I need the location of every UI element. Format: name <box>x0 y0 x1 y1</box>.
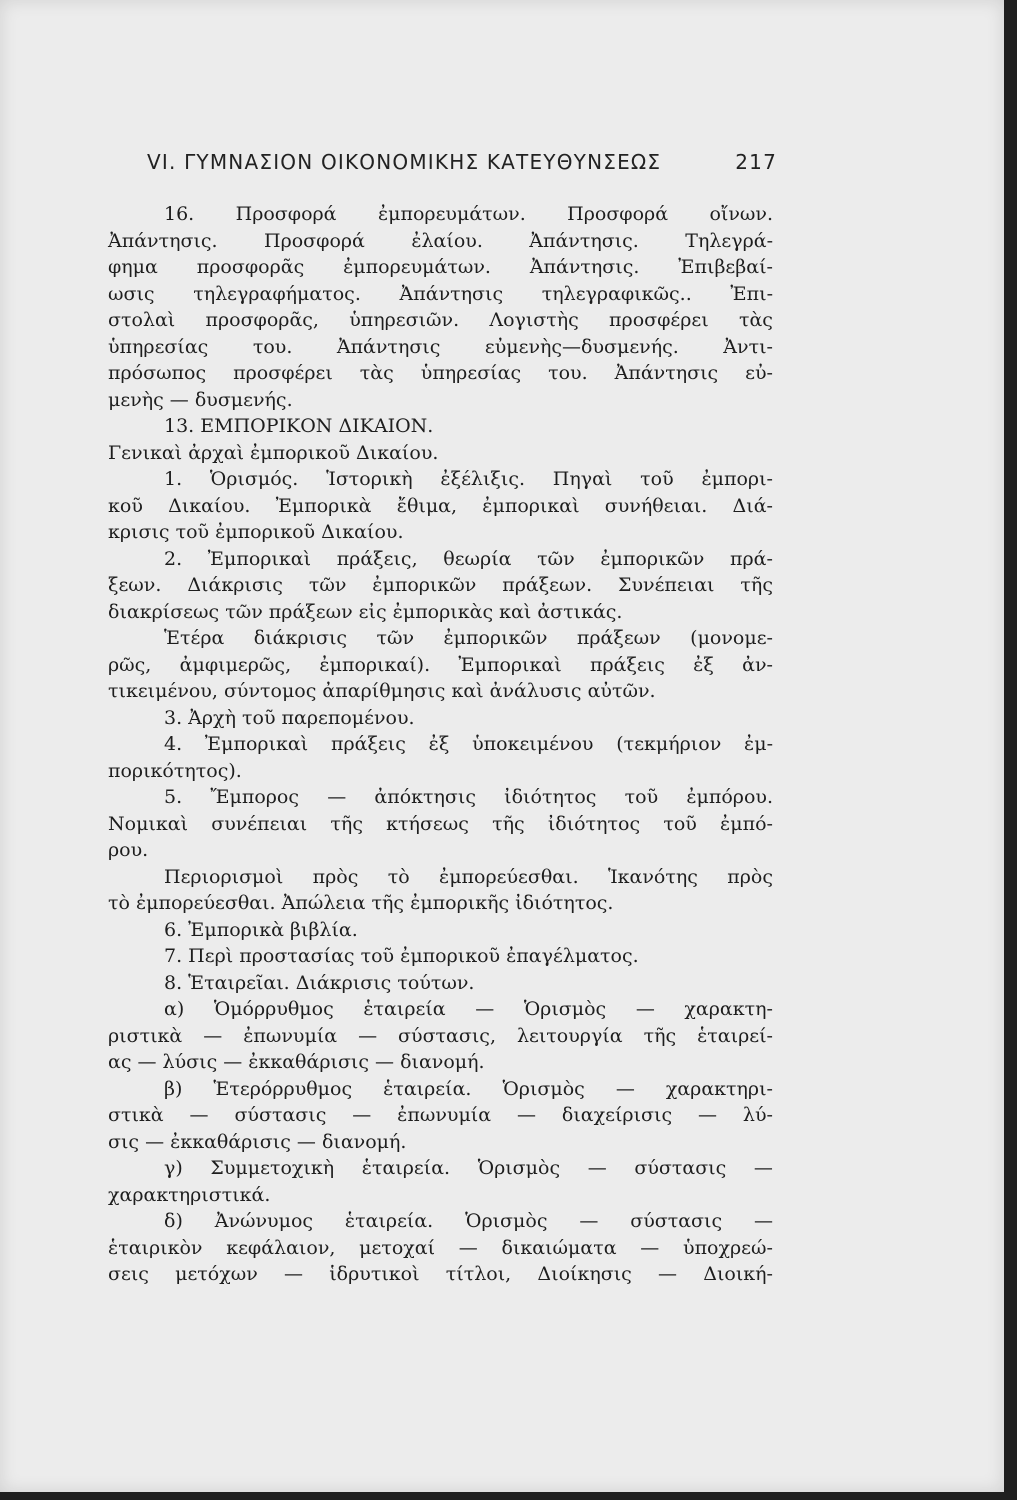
word: ἐμπορικαὶ <box>482 494 580 517</box>
word: τοῦ <box>624 786 659 808</box>
word: 5. <box>164 786 183 808</box>
word: τῶν <box>537 547 575 570</box>
text-line: χαρακτηριστικά. <box>108 1183 271 1206</box>
text-line: ας — λύσις — ἐκκαθάρισις — διανομή. <box>108 1051 485 1073</box>
word: τηλεγραφήματος. <box>193 282 361 305</box>
word: εὐμενὴς—δυσμενής. <box>484 335 679 358</box>
word: Προσφορά <box>567 203 669 225</box>
word: τοῦ <box>640 468 674 490</box>
word: — <box>579 1210 599 1232</box>
word: στολαὶ <box>108 309 176 331</box>
word: β) <box>164 1077 183 1100</box>
word: (τεκμήριον <box>616 733 722 755</box>
text-line: σις — ἐκκαθάρισις — διανομή. <box>108 1130 407 1153</box>
word: τῆς <box>492 812 525 835</box>
word: πράξεων. <box>502 574 593 596</box>
word: ἑταιρεί- <box>697 1024 773 1047</box>
word: κεφάλαιον, <box>226 1236 336 1259</box>
word: συνέπειαι <box>211 812 308 835</box>
text-line <box>108 334 773 361</box>
word: Συνέπειαι <box>618 574 715 596</box>
word: ἐμπορι- <box>701 468 773 490</box>
text-line <box>108 731 773 758</box>
word: ἐξ <box>428 733 450 755</box>
word: Ἔμπορος <box>210 786 300 808</box>
word: 2. <box>164 547 183 570</box>
word: Ἑτερόρρυθμος <box>213 1077 353 1100</box>
word: λύ- <box>742 1104 773 1126</box>
text-line <box>108 546 773 573</box>
text-line <box>108 1102 773 1129</box>
word: ὑπηρεσίας <box>108 335 209 358</box>
word: Ἱκανότης <box>607 865 698 888</box>
word: — <box>516 1104 536 1126</box>
word: Ἐμπορικὰ <box>275 494 372 517</box>
word: Ἐμπορικαὶ <box>207 547 312 570</box>
word: τῆς <box>643 1024 677 1047</box>
word: προσφέρει <box>233 362 333 384</box>
word: ἔθιμα, <box>396 494 458 517</box>
text-line <box>108 1235 773 1262</box>
word: ἰδιότητος <box>547 812 641 835</box>
word: Διοίκησις <box>537 1263 632 1285</box>
word: πράξεις, <box>336 547 418 570</box>
text-line: μενὴς — δυσμενής. <box>108 388 293 411</box>
word: διάκρισις <box>253 627 348 649</box>
text-line <box>108 254 773 281</box>
word: Ἀνώνυμος <box>214 1210 314 1232</box>
word: Ἀπάντησις. <box>529 229 639 252</box>
word: ἑταιρικὸν <box>108 1236 203 1259</box>
word: προσφορᾶς, <box>205 309 319 331</box>
text-line: 8. Ἑταιρεῖαι. Διάκρισις τούτων. <box>164 971 475 994</box>
text-line <box>108 864 773 891</box>
word: — <box>189 1104 209 1126</box>
word: θεωρία <box>443 547 512 570</box>
word: φημα <box>108 256 158 278</box>
word: τίτλοι, <box>445 1263 512 1285</box>
word: — <box>284 1263 304 1285</box>
word: — <box>658 1263 678 1285</box>
word: ἐμπορεύεσθαι. <box>439 865 579 888</box>
word: τοῦ <box>663 812 697 835</box>
word: προσφέρει <box>609 309 709 331</box>
word: χαρακτη- <box>684 998 773 1020</box>
word: Ἀπάντησις. <box>529 256 640 278</box>
word: Ἐμπορικαὶ <box>458 653 562 676</box>
word: πρόσωπος <box>108 362 207 384</box>
word: — <box>753 1157 773 1179</box>
page-body <box>108 201 773 1288</box>
word: Νομικαὶ <box>108 812 189 835</box>
word: ωσις <box>108 282 155 305</box>
text-line <box>108 281 773 308</box>
word: εὐ- <box>745 362 773 384</box>
text-line <box>108 1023 773 1050</box>
word: — <box>754 1210 773 1232</box>
text-line <box>108 1076 773 1103</box>
word: Ἀπάντησις <box>336 335 441 358</box>
text-line <box>108 307 773 334</box>
text-line <box>108 625 773 652</box>
word: ριστικὰ <box>108 1024 183 1047</box>
word: ὑποκειμένου <box>472 733 594 755</box>
word: — <box>327 786 347 808</box>
word: πράξεις <box>589 653 665 676</box>
word: τὰς <box>738 309 773 331</box>
word: πρὸς <box>312 865 359 888</box>
word: κοῦ <box>108 494 143 517</box>
word: Ἀντι- <box>723 335 773 358</box>
word: Προσφορά <box>264 229 365 252</box>
word: τὸ <box>387 865 410 888</box>
text-line: διακρίσεως τῶν πράξεων εἰς ἐμπορικὰς καὶ ἀστικάς. <box>108 600 623 623</box>
word: ἐμ- <box>744 733 773 755</box>
word: Ἐπιβεβαί- <box>678 256 773 278</box>
text-line <box>108 784 773 811</box>
scan-border-bottom <box>0 1492 1017 1500</box>
word: προσφορᾶς <box>196 256 305 278</box>
word: Λογιστὴς <box>489 309 579 331</box>
word: πρά- <box>730 547 773 570</box>
word: Ὁρισμὸς <box>465 1210 548 1232</box>
word: Διοική- <box>703 1263 773 1285</box>
word: Προσφορά <box>235 203 337 225</box>
word: Ἑτέρα <box>164 627 225 649</box>
text-line: 3. Ἀρχὴ τοῦ παρεπομένου. <box>164 706 415 729</box>
word: α) <box>164 998 185 1020</box>
word: τῶν <box>376 627 415 649</box>
word: ἐπωνυμία <box>397 1104 492 1126</box>
word: οἴνων. <box>709 203 773 225</box>
word: Διά- <box>732 494 773 517</box>
word: ἐξ <box>693 653 714 676</box>
word: ἐλαίου. <box>411 229 483 252</box>
scan-border-right <box>1004 0 1017 1500</box>
word: 16. <box>164 203 195 225</box>
word: λειτουργία <box>516 1024 623 1047</box>
word: τῶν <box>308 574 347 596</box>
word: Περιορισμοὶ <box>164 865 284 888</box>
text-line <box>108 572 773 599</box>
word: τῆς <box>330 812 363 835</box>
word: σύστασις <box>234 1104 327 1126</box>
word: — <box>635 998 655 1020</box>
text-line <box>108 1208 773 1235</box>
word: ἐμπορικῶν <box>372 574 477 596</box>
text-line <box>108 996 773 1023</box>
word: πράξεων <box>576 627 661 649</box>
word: τηλεγραφικῶς.. <box>541 282 692 305</box>
word: τὰς <box>359 362 394 384</box>
word: ὑπηρεσιῶν. <box>349 309 460 331</box>
word: δ) <box>164 1210 183 1232</box>
running-header <box>147 150 777 174</box>
text-line <box>108 652 773 679</box>
word: σύστασις <box>634 1157 727 1179</box>
page-number: 217 <box>735 150 777 174</box>
word: ἀν- <box>742 653 773 676</box>
word: ἑταιρεία <box>363 998 446 1020</box>
text-line <box>108 228 773 255</box>
text-line: 6. Ἐμπορικὰ βιβλία. <box>164 918 358 941</box>
word: του. <box>548 362 588 384</box>
text-line <box>108 493 773 520</box>
word: 4. <box>164 733 183 755</box>
word: μετόχων <box>175 1263 258 1285</box>
word: ὑποχρεώ- <box>683 1236 773 1259</box>
word: ἀπόκτησις <box>374 786 476 808</box>
word: ἱδρυτικοὶ <box>329 1263 420 1285</box>
text-line: ρου. <box>108 839 149 861</box>
running-title: VI. ΓΥΜΝΑΣΙΟΝ ΟΙΚΟΝΟΜΙΚΗΣ ΚΑΤΕΥΘΥΝΣΕΩΣ <box>147 150 662 174</box>
word: σύστασις, <box>398 1024 496 1047</box>
word: πράξεις <box>330 733 406 755</box>
word: του. <box>252 335 293 358</box>
text-line: κρισις τοῦ ἐμπορικοῦ Δικαίου. <box>108 521 404 543</box>
text-line: πορικότητος). <box>108 759 242 782</box>
word: ἐμπορευμάτων. <box>377 203 526 225</box>
word: — <box>358 1024 378 1047</box>
word: Ὁρισμὸς <box>523 998 607 1020</box>
word: ἐπωνυμία <box>243 1024 338 1047</box>
word: — <box>587 1157 607 1179</box>
word: διαχείρισις <box>561 1104 673 1126</box>
word: κτήσεως <box>386 812 469 835</box>
word: Ὁρισμὸς <box>502 1077 585 1100</box>
word: ξεων. <box>108 574 162 596</box>
text-line <box>108 1155 773 1182</box>
word: ἑταιρεία. <box>383 1077 472 1100</box>
word: — <box>458 1236 478 1259</box>
text-line: Γενικαὶ ἀρχαὶ ἐμπορικοῦ Δικαίου. <box>108 441 439 464</box>
word: ἀμφιμερῶς, <box>179 653 292 676</box>
text-line: τὸ ἐμπορεύεσθαι. Ἀπώλεια τῆς ἐμπορικῆς ἰδιότητος. <box>108 892 614 914</box>
text-line <box>108 201 773 228</box>
text-line: τικειμένου, σύντομος ἀπαρίθμησις καὶ ἀνάλυσις αὐτῶν. <box>108 680 656 702</box>
word: — <box>475 998 495 1020</box>
word: σύστασις <box>630 1210 723 1232</box>
word: — <box>698 1104 718 1126</box>
word: ἐμπορικῶν <box>443 627 548 649</box>
word: ἐμπορικαί). <box>319 653 431 676</box>
word: 1. <box>164 468 183 490</box>
word: ἐμπορικῶν <box>600 547 705 570</box>
word: Ὁρισμὸς <box>477 1157 561 1179</box>
text-line <box>108 466 773 493</box>
word: χαρακτηρι- <box>665 1077 773 1100</box>
word: ἐμπόρου. <box>686 786 773 808</box>
word: Ἱστορικὴ <box>326 468 413 490</box>
word: δικαιώματα <box>501 1236 617 1259</box>
word: Ἐπι- <box>730 282 773 305</box>
word: ἰδιότητος <box>504 786 597 808</box>
word: πρὸς <box>727 865 773 888</box>
word: ὑπηρεσίας <box>420 362 522 384</box>
word: Διάκρισις <box>187 574 283 596</box>
word: μετοχαί <box>359 1236 436 1259</box>
section-heading: 13. ΕΜΠΟΡΙΚΟΝ ΔΙΚΑΙΟΝ. <box>164 415 434 437</box>
word: Ἀπάντησις <box>614 362 719 384</box>
word: ἐξέλιξις. <box>440 468 525 490</box>
text-line <box>108 360 773 387</box>
word: Συμμετοχικὴ <box>210 1157 335 1179</box>
word: Ἐμπορικαὶ <box>204 733 309 755</box>
word: ρῶς, <box>108 653 152 676</box>
word: (μονομε- <box>690 627 773 649</box>
word: — <box>203 1024 223 1047</box>
word: Πηγαὶ <box>552 468 613 490</box>
word: Ὁρισμός. <box>209 468 299 490</box>
word: συνήθειαι. <box>604 494 708 517</box>
word: σεις <box>108 1263 149 1285</box>
word: Ἀπάντησις. <box>108 229 218 252</box>
word: ἐμπό- <box>720 812 773 835</box>
word: — <box>615 1077 635 1100</box>
word: Ὁμόρρυθμος <box>213 998 334 1020</box>
text-line <box>108 1261 773 1288</box>
word: ἑταιρεία. <box>344 1210 434 1232</box>
word: στικὰ <box>108 1104 164 1126</box>
word: Τηλεγρά- <box>685 229 773 252</box>
text-line: 7. Περὶ προστασίας τοῦ ἐμπορικοῦ ἐπαγέλματος. <box>164 945 639 967</box>
word: γ) <box>164 1157 183 1179</box>
word: Δικαίου. <box>168 494 251 517</box>
word: — <box>352 1104 372 1126</box>
word: ἐμπορευμάτων. <box>343 256 491 278</box>
word: ἑταιρεία. <box>361 1157 451 1179</box>
word: — <box>640 1236 660 1259</box>
text-line <box>108 811 773 838</box>
word: Ἀπάντησις <box>399 282 504 305</box>
word: τῆς <box>740 574 773 596</box>
